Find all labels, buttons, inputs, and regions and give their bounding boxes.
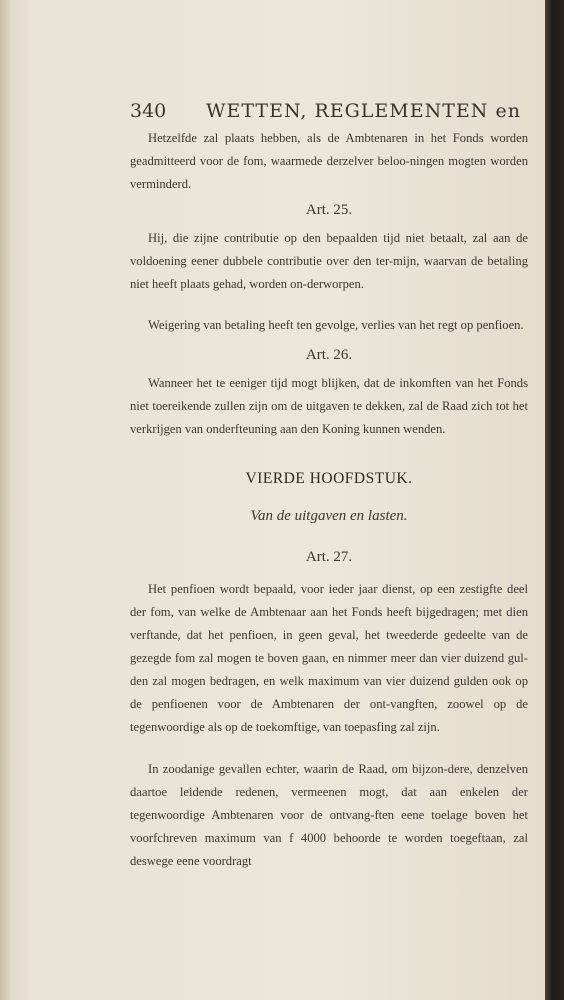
paragraph-text: In zoodanige gevallen echter, waarin de Raad, om bijzon-dere, denzelven daartoe leidende redenen, vermeenen mogt, dat aan enkelen der tegenwoordige Ambtenaren voor de ontvang-ften eene toelage boven het voorfchreven maximum van f 4000 behoorde te worden toegeftaan, zal deswege eene voordragt bbox=[130, 762, 528, 868]
article-heading: Art. 26. bbox=[305, 347, 353, 363]
paragraph-2 bbox=[130, 227, 528, 296]
page-number: 340 bbox=[130, 100, 167, 122]
book-gutter bbox=[545, 0, 564, 1000]
article-heading: Art. 27. bbox=[305, 549, 353, 565]
paragraph-text: Weigering van betaling heeft ten gevolge, verlies van het regt op penfioen. bbox=[148, 318, 524, 332]
article-25-heading bbox=[130, 199, 528, 221]
paragraph-text: Het penfioen wordt bepaald, voor ieder jaar dienst, op een zestigfte deel der fom, van welke de Ambtenaar aan het Fonds heeft bijgedragen; met dien verftande, dat het penfioen, in geen geval, het tweederde gedeelte van de gezegde fom zal mogen te boven gaan, en nimmer meer dan vier duizend gul-den zal mogen bedragen, en welk maximum van vier duizend gulden ook op de penfioenen voor de Ambtenaren der ont-vangften, zoowel op de tegenwoordige als op de toekomftige, van toepasfing zal zijn. bbox=[130, 582, 528, 734]
paragraph-3 bbox=[130, 314, 528, 337]
subtitle-text: Van de uitgaven en lasten. bbox=[250, 508, 408, 524]
paragraph-6 bbox=[130, 758, 528, 873]
paragraph-1 bbox=[130, 127, 528, 196]
running-title: WETTEN, REGLEMENTEN en bbox=[206, 100, 521, 122]
paragraph-text: Hij, die zijne contributie op den bepaalden tijd niet betaalt, zal aan de voldoening eener dubbele contributie over den ter-mijn, waarvan de betaling niet heeft plaats gehad, worden on-derworpen. bbox=[130, 231, 528, 291]
chapter-heading bbox=[130, 470, 528, 488]
chapter-title: VIERDE HOOFDSTUK. bbox=[245, 470, 413, 487]
paragraph-5 bbox=[130, 578, 528, 739]
paragraph-text: Hetzelfde zal plaats hebben, als de Ambtenaren in het Fonds worden geadmitteerd voor de fom, waarmede derzelver beloo-ningen mogten worden verminderd. bbox=[130, 131, 528, 191]
article-27-heading bbox=[130, 546, 528, 568]
paragraph-text: Wanneer het te eeniger tijd mogt blijken, dat de inkomften van het Fonds niet toereikende zullen zijn om de uitgaven te dekken, zal de Raad zich tot het verkrijgen van onderfteuning aan den Koning kunnen wenden. bbox=[130, 376, 528, 436]
chapter-subtitle bbox=[130, 508, 528, 525]
paragraph-4 bbox=[130, 372, 528, 441]
page-edge-shadow bbox=[0, 0, 12, 1000]
article-heading: Art. 25. bbox=[305, 202, 353, 218]
article-26-heading bbox=[130, 344, 528, 366]
